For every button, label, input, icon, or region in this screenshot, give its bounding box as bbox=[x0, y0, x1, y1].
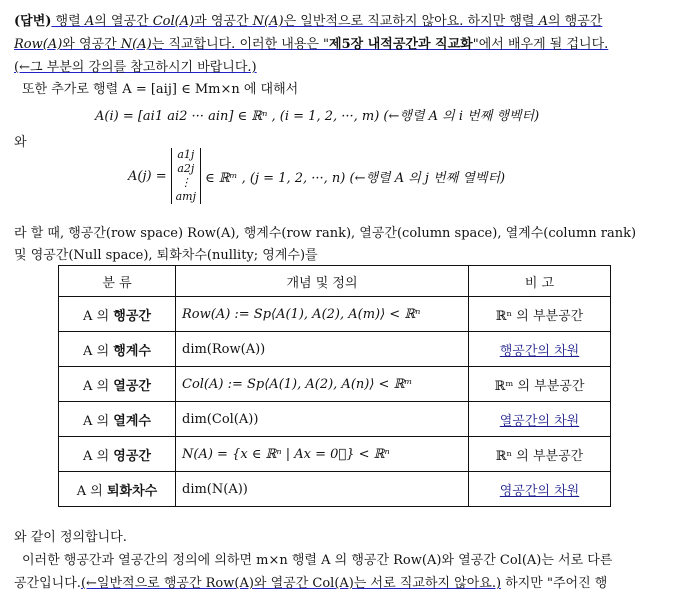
row-label: A 의 행계수 bbox=[59, 332, 176, 367]
row-note: ℝⁿ 의 부분공간 bbox=[469, 297, 611, 332]
table-row bbox=[59, 402, 611, 437]
row-label: A 의 영공간 bbox=[59, 437, 176, 472]
table-row bbox=[59, 472, 611, 507]
closing-line-2: 이러한 행공간과 열공간의 정의에 의하면 m×n 행렬 A 의 행공간 Row(A)와 열공간 Col(A)는 서로 다른 bbox=[22, 553, 613, 568]
answer-line-3: (←그 부분의 강의를 참고하시기 바랍니다.) bbox=[14, 60, 257, 75]
column-vector-lhs: A(j) = bbox=[128, 168, 167, 184]
row-definition: dim(Row(A)) bbox=[176, 332, 469, 367]
and-text: 와 bbox=[14, 135, 27, 150]
chapter-reference: 제5장 내적공간과 직교화 bbox=[329, 37, 473, 52]
row-definition: dim(N(A)) bbox=[176, 472, 469, 507]
table-row bbox=[59, 437, 611, 472]
row-vector-definition: A(i) = [ai1 ai2 ··· ain] ∈ ℝⁿ , (i = 1, 2, ···, m) (←행렬 A 의 i 번째 행벡터) bbox=[95, 109, 540, 124]
answer-text-2: Row(A)와 영공간 N(A)는 직교합니다. 이러한 내용은 "제5장 내적공간과 직교화"에서 배우게 될 겁니다. bbox=[14, 37, 609, 52]
table-row bbox=[59, 332, 611, 367]
row-label: A 의 열계수 bbox=[59, 402, 176, 437]
table-row bbox=[59, 297, 611, 332]
answer-tag: (답변) bbox=[14, 14, 52, 29]
header-definition: 개념 및 정의 bbox=[176, 266, 469, 297]
row-label: A 의 행공간 bbox=[59, 297, 176, 332]
answer-line-2 bbox=[14, 33, 608, 52]
header-remarks: 비 고 bbox=[469, 266, 611, 297]
row-note-link[interactable]: 영공간의 차원 bbox=[469, 472, 611, 507]
row-definition: dim(Col(A)) bbox=[176, 402, 469, 437]
row-note: ℝᵐ 의 부분공간 bbox=[469, 367, 611, 402]
header-category: 분 류 bbox=[59, 266, 176, 297]
closing-line-1: 와 같이 정의합니다. bbox=[14, 530, 127, 545]
column-vector-matrix: a1j a2j ⋮ amj bbox=[171, 148, 201, 204]
definition-table bbox=[58, 265, 611, 507]
row-definition: Col(A) := Sp⟨A(1), A(2), A(n)⟩ < ℝᵐ bbox=[176, 367, 469, 402]
definition-intro-line-2: 및 영공간(Null space), 퇴화차수(nullity; 영계수)를 bbox=[14, 248, 318, 263]
column-vector-rhs: ∈ ℝᵐ , (j = 1, 2, ···, n) (←행렬 A 의 j 번째 열벡터) bbox=[205, 170, 506, 186]
closing-line-3: 공간입니다.(←일반적으로 행공간 Row(A)와 열공간 Col(A)는 서로 직교하지 않아요.) 하지만 "주어진 행 bbox=[14, 576, 608, 591]
column-vector-definition bbox=[128, 148, 505, 204]
row-definition: Row(A) := Sp⟨A(1), A(2), A(m)⟩ < ℝⁿ bbox=[176, 297, 469, 332]
definition-intro-line-1: 라 할 때, 행공간(row space) Row(A), 행계수(row rank), 열공간(column space), 열계수(column rank) bbox=[14, 226, 637, 241]
row-label: A 의 퇴화차수 bbox=[59, 472, 176, 507]
row-definition: N(A) = {x ∈ ℝⁿ | Ax = 0⃗} < ℝⁿ bbox=[176, 437, 469, 472]
row-note-link[interactable]: 행공간의 차원 bbox=[469, 332, 611, 367]
answer-text-1: 행렬 A의 열공간 Col(A)과 영공간 N(A)은 일반적으로 직교하지 않아요. 하지만 행렬 A의 행공간 bbox=[51, 14, 603, 29]
matrix-intro: 또한 추가로 행렬 A = [aij] ∈ Mm×n 에 대해서 bbox=[22, 82, 299, 97]
row-note: ℝⁿ 의 부분공간 bbox=[469, 437, 611, 472]
closing-note: (←일반적으로 행공간 Row(A)와 열공간 Col(A)는 서로 직교하지 않아요.) bbox=[80, 576, 502, 591]
answer-line-1 bbox=[14, 10, 602, 29]
row-label: A 의 열공간 bbox=[59, 367, 176, 402]
row-note-link[interactable]: 열공간의 차원 bbox=[469, 402, 611, 437]
table-row bbox=[59, 367, 611, 402]
table-header-row bbox=[59, 266, 611, 297]
